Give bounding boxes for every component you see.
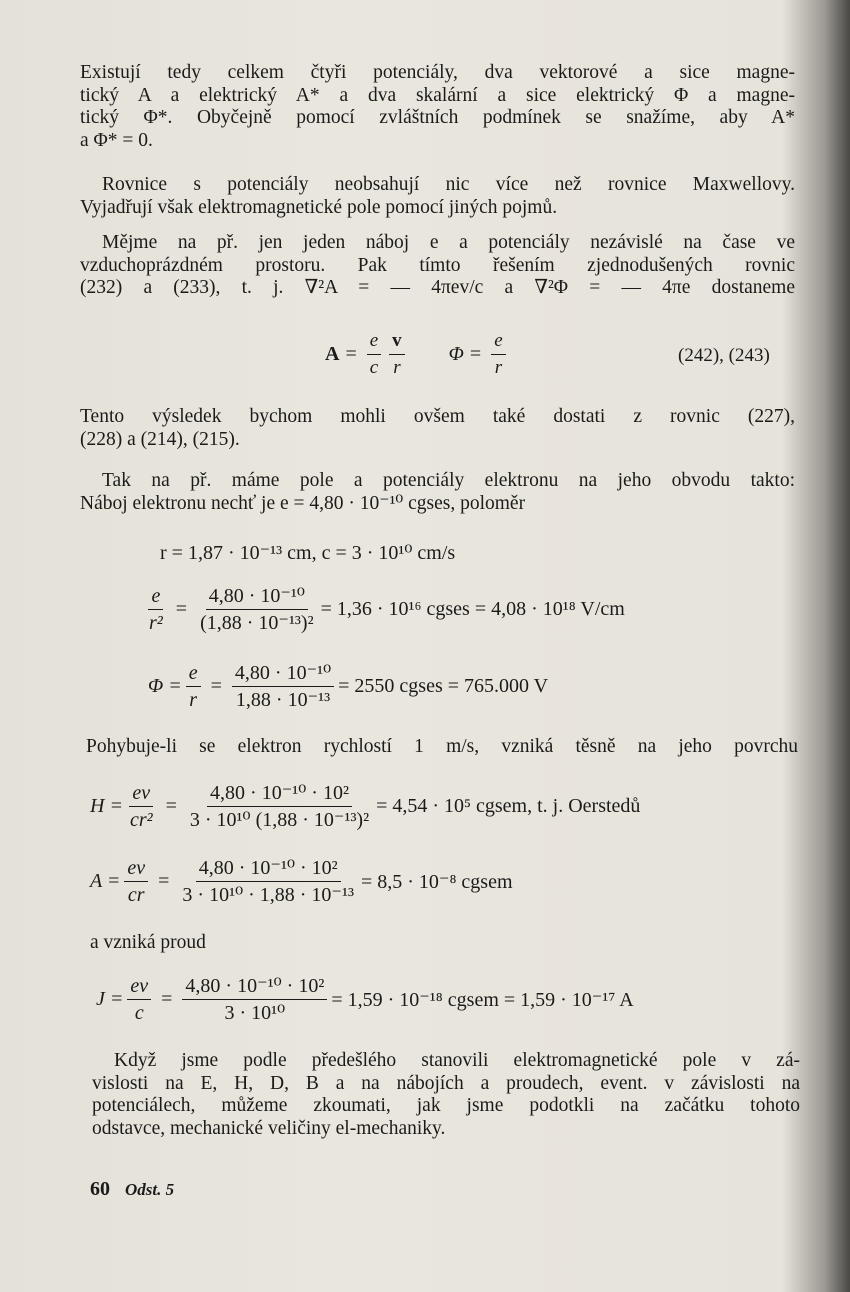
text-line: (228) a (214), (215). <box>80 428 240 450</box>
fraction-e-over-r2: $\frac{e}{\text{r²}}$ <box>149 585 163 634</box>
page-number: 60 <box>90 1178 110 1200</box>
text-line: Pohybuje-li se elektron rychlostí 1 m/s, vzniká těsně na jeho povrchu <box>86 736 798 757</box>
text-line: potenciálech, můžeme zkoumati, jak jsme podotkli na začátku tohoto <box>92 1095 800 1116</box>
equation-potentials <box>325 330 510 379</box>
paragraph-result <box>80 406 795 451</box>
text-line: a vzniká proud <box>90 932 206 953</box>
equals-sign: = <box>469 343 482 365</box>
text-line: Mějme na př. jen jeden náboj e a potenciály nezávislé na čase ve <box>102 232 795 253</box>
fraction-v-over-r: $\frac{v}{r}$ <box>389 330 405 379</box>
fraction-e-over-r: $\frac{e}{r}$ <box>186 662 201 711</box>
paragraph-current <box>90 932 805 955</box>
fraction-ev-over-c: $\frac{ev}{c}$ <box>127 975 151 1024</box>
text-line: Tento výsledek bychom mohli ovšem také dostati z rovnic (227), <box>80 406 795 427</box>
section-label: Odst. 5 <box>125 1180 175 1199</box>
fraction-e-over-r: $\frac{e}{r}$ <box>491 330 505 379</box>
text-line: odstavce, mechanické veličiny el-mechaniky. <box>92 1117 446 1139</box>
equation-number: (242), (243) <box>678 345 770 366</box>
equals-sign: = <box>345 343 357 365</box>
fraction-ev-over-cr: $\frac{ev}{cr}$ <box>124 857 148 906</box>
fraction-magnetic-value: $\frac{\text{4,80 · 10⁻¹⁰ · 10²}}{\text{3 · 10¹⁰ (1,88 · 10⁻¹³)²}}$ <box>189 782 370 831</box>
paragraph-electron-example <box>80 470 795 515</box>
fraction-current-value: $\frac{\text{4,80 · 10⁻¹⁰ · 10²}}{\text{3 · 10¹⁰}}$ <box>182 975 327 1024</box>
paragraph-single-charge <box>80 232 795 300</box>
text-line: a Φ* = 0. <box>80 129 153 151</box>
fraction-vector-potential-value: $\frac{\text{4,80 · 10⁻¹⁰ · 10²}}{\text{3 · 10¹⁰ · 1,88 · 10⁻¹³}}$ <box>182 857 354 906</box>
paragraph-electron-motion <box>86 736 798 759</box>
text-line: (232) a (233), t. j. ∇²A = — 4πev/c a ∇²Φ = — 4πe dostaneme <box>80 277 795 298</box>
fraction-phi-value: $\frac{\text{4,80 · 10⁻¹⁰}}{\text{1,88 · 10⁻¹³}}$ <box>232 662 334 711</box>
page-footer <box>90 1178 174 1201</box>
paragraph-mechanics <box>92 1050 800 1140</box>
text-line: Rovnice s potenciály neobsahují nic více než rovnice Maxwellovy. <box>102 174 795 195</box>
paragraph-potentials-count <box>80 62 795 152</box>
fraction-e-over-c: $\frac{e}{c}$ <box>367 330 381 379</box>
equation-current: J = $\frac{ev}{c}$ = $\frac{\text{4,80 · 10⁻¹⁰ · 10²}}{\text{3 · 10¹⁰}}$ = 1,59 · 10⁻¹⁸ cgsem = 1,59 · 10⁻¹⁷ A <box>96 975 634 1024</box>
paragraph-maxwell <box>80 174 795 219</box>
scalar-potential-symbol: Φ <box>448 343 464 365</box>
text-line: Existují tedy celkem čtyři potenciály, dva vektorové a sice magne- <box>80 62 795 83</box>
text-line: vislosti na E, H, D, B a na nábojích a proudech, event. v závislosti na <box>92 1072 800 1094</box>
text-line: tický A a elektrický A* a dva skalární a sice elektrický Φ a magne- <box>80 84 795 106</box>
fraction-field-value: $\frac{\text{4,80 · 10⁻¹⁰}}{\text{(1,88 · 10⁻¹³)²}}$ <box>200 585 314 634</box>
equation-phi-value: Φ = $\frac{e}{r}$ = $\frac{\text{4,80 · 10⁻¹⁰}}{\text{1,88 · 10⁻¹³}}$ = 2550 cgses = 765.000 V <box>148 662 549 711</box>
fraction-ev-over-cr2: $\frac{ev}{\text{cr²}}$ <box>129 782 153 831</box>
text-line: Když jsme podle předešlého stanovili elektromagnetické pole v zá- <box>114 1050 800 1071</box>
text-line: tický Φ*. Obyčejně pomocí zvláštních podmínek se snažíme, aby A* <box>80 107 795 128</box>
equation-magnetic-field: H = $\frac{ev}{\text{cr²}}$ = $\frac{\text{4,80 · 10⁻¹⁰ · 10²}}{\text{3 · 10¹⁰ (1,88 · 10⁻¹³)²}}$ = 4,54 · 10⁵ cgsem, t. j. Oerstedů <box>90 782 641 831</box>
text-line: vzduchoprázdném prostoru. Pak tímto řešením zjednodušených rovnic <box>80 254 795 276</box>
equation-vector-potential: A = $\frac{ev}{cr}$ = $\frac{\text{4,80 · 10⁻¹⁰ · 10²}}{\text{3 · 10¹⁰ · 1,88 · 10⁻¹³}}$ = 8,5 · 10⁻⁸ cgsem <box>90 857 513 906</box>
text-line: Náboj elektronu nechť je e = 4,80 · 10⁻¹⁰ cgses, poloměr <box>80 492 526 514</box>
equation-field-strength: $\frac{e}{\text{r²}}$ = $\frac{\text{4,80 · 10⁻¹⁰}}{\text{(1,88 · 10⁻¹³)²}}$ = 1,36 · 10¹⁶ cgses = 4,08 · 10¹⁸ V/cm <box>142 585 625 634</box>
equation-radius-speed: r = 1,87 · 10⁻¹³ cm, c = 3 · 10¹⁰ cm/s <box>160 542 456 564</box>
text-line: Tak na př. máme pole a potenciály elektronu na jeho obvodu takto: <box>102 470 795 491</box>
vector-potential-symbol: A <box>325 343 340 365</box>
text-line: Vyjadřují však elektromagnetické pole pomocí jiných pojmů. <box>80 196 558 218</box>
